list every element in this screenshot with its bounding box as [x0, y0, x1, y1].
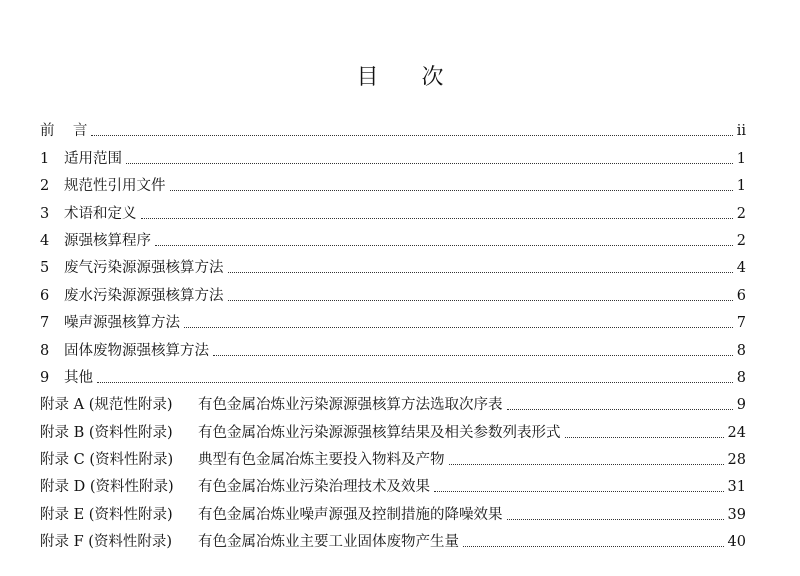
dot-leader	[565, 437, 724, 438]
toc-page-number: 8	[736, 342, 746, 359]
dot-leader	[507, 409, 733, 410]
toc-entry-text: 术语和定义	[64, 205, 137, 222]
toc-page-number: 8	[736, 369, 746, 386]
toc-page-number: 9	[736, 397, 746, 414]
toc-section-number: 2	[40, 178, 50, 195]
toc-entry[interactable]	[40, 305, 746, 332]
toc-section-number: 7	[40, 315, 50, 332]
toc-page-number: 7	[736, 315, 746, 332]
toc-section-number: 6	[40, 287, 50, 304]
appendix-label: 附录 B (资料性附录)	[40, 424, 173, 441]
appendix-label: 附录 D (资料性附录)	[40, 479, 174, 496]
appendix-title: 有色金属冶炼业污染治理技术及效果	[198, 479, 430, 496]
toc-page-number: 39	[727, 506, 746, 523]
toc-section-number: 1	[40, 150, 50, 167]
appendix-title: 有色金属冶炼业噪声源强及控制措施的降噪效果	[198, 506, 503, 523]
dot-leader	[228, 272, 733, 273]
toc-entry[interactable]	[40, 277, 746, 304]
toc-appendix-entry[interactable]	[40, 387, 746, 414]
toc-entry-text: 噪声源强核算方法	[64, 315, 180, 332]
toc-entry[interactable]	[40, 250, 746, 277]
page-title: 目 次	[356, 65, 462, 90]
dot-leader	[184, 327, 733, 328]
toc-entry[interactable]	[40, 223, 746, 250]
dot-leader	[170, 190, 733, 191]
dot-leader	[434, 491, 724, 492]
toc-page-number: ii	[736, 123, 746, 140]
toc-page-number: 31	[727, 479, 746, 496]
appendix-label: 附录 C (资料性附录)	[40, 452, 174, 469]
toc-page-number: 40	[727, 534, 746, 551]
appendix-label: 附录 F (资料性附录)	[40, 534, 173, 551]
toc-entry-text: 废气污染源源强核算方法	[64, 260, 224, 277]
dot-leader	[155, 245, 733, 246]
toc-appendix-entry[interactable]	[40, 414, 746, 441]
dot-leader	[213, 355, 733, 356]
toc-entry-text: 前 言	[40, 123, 88, 140]
dot-leader	[141, 218, 733, 219]
toc-page-number: 1	[736, 178, 746, 195]
toc-entry[interactable]	[40, 113, 746, 140]
table-of-contents	[40, 113, 746, 551]
toc-page-number: 2	[736, 232, 746, 249]
appendix-title: 有色金属冶炼业污染源源强核算结果及相关参数列表形式	[198, 424, 561, 441]
toc-section-number: 3	[40, 205, 50, 222]
toc-entry-text: 固体废物源强核算方法	[64, 342, 209, 359]
toc-section-number: 5	[40, 260, 50, 277]
toc-entry[interactable]	[40, 195, 746, 222]
toc-entry-text: 适用范围	[64, 150, 122, 167]
appendix-title: 典型有色金属冶炼主要投入物料及产物	[198, 452, 445, 469]
toc-entry-text: 源强核算程序	[64, 232, 151, 249]
appendix-title: 有色金属冶炼业污染源源强核算方法选取次序表	[198, 397, 503, 414]
dot-leader	[97, 382, 733, 383]
toc-entry[interactable]	[40, 360, 746, 387]
toc-entry[interactable]	[40, 140, 746, 167]
appendix-label: 附录 E (资料性附录)	[40, 506, 173, 523]
toc-appendix-entry[interactable]	[40, 469, 746, 496]
toc-entry-text: 其他	[64, 369, 93, 386]
dot-leader	[507, 519, 724, 520]
dot-leader	[91, 135, 732, 136]
toc-page-number: 2	[736, 205, 746, 222]
toc-appendix-entry[interactable]	[40, 524, 746, 551]
toc-page-number: 28	[727, 452, 746, 469]
toc-section-number: 4	[40, 232, 50, 249]
toc-page-number: 6	[736, 287, 746, 304]
dot-leader	[463, 546, 724, 547]
dot-leader	[228, 300, 733, 301]
toc-entry[interactable]	[40, 332, 746, 359]
toc-entry[interactable]	[40, 168, 746, 195]
dot-leader	[126, 163, 733, 164]
dot-leader	[449, 464, 724, 465]
toc-page-number: 4	[736, 260, 746, 277]
toc-appendix-entry[interactable]	[40, 442, 746, 469]
toc-entry-text: 规范性引用文件	[64, 178, 166, 195]
toc-page-number: 24	[727, 424, 746, 441]
appendix-label: 附录 A (规范性附录)	[40, 397, 173, 414]
toc-entry-text: 废水污染源源强核算方法	[64, 287, 224, 304]
toc-appendix-entry[interactable]	[40, 496, 746, 523]
toc-page-number: 1	[736, 150, 746, 167]
toc-section-number: 8	[40, 342, 50, 359]
appendix-title: 有色金属冶炼业主要工业固体废物产生量	[198, 534, 459, 551]
toc-section-number: 9	[40, 369, 50, 386]
